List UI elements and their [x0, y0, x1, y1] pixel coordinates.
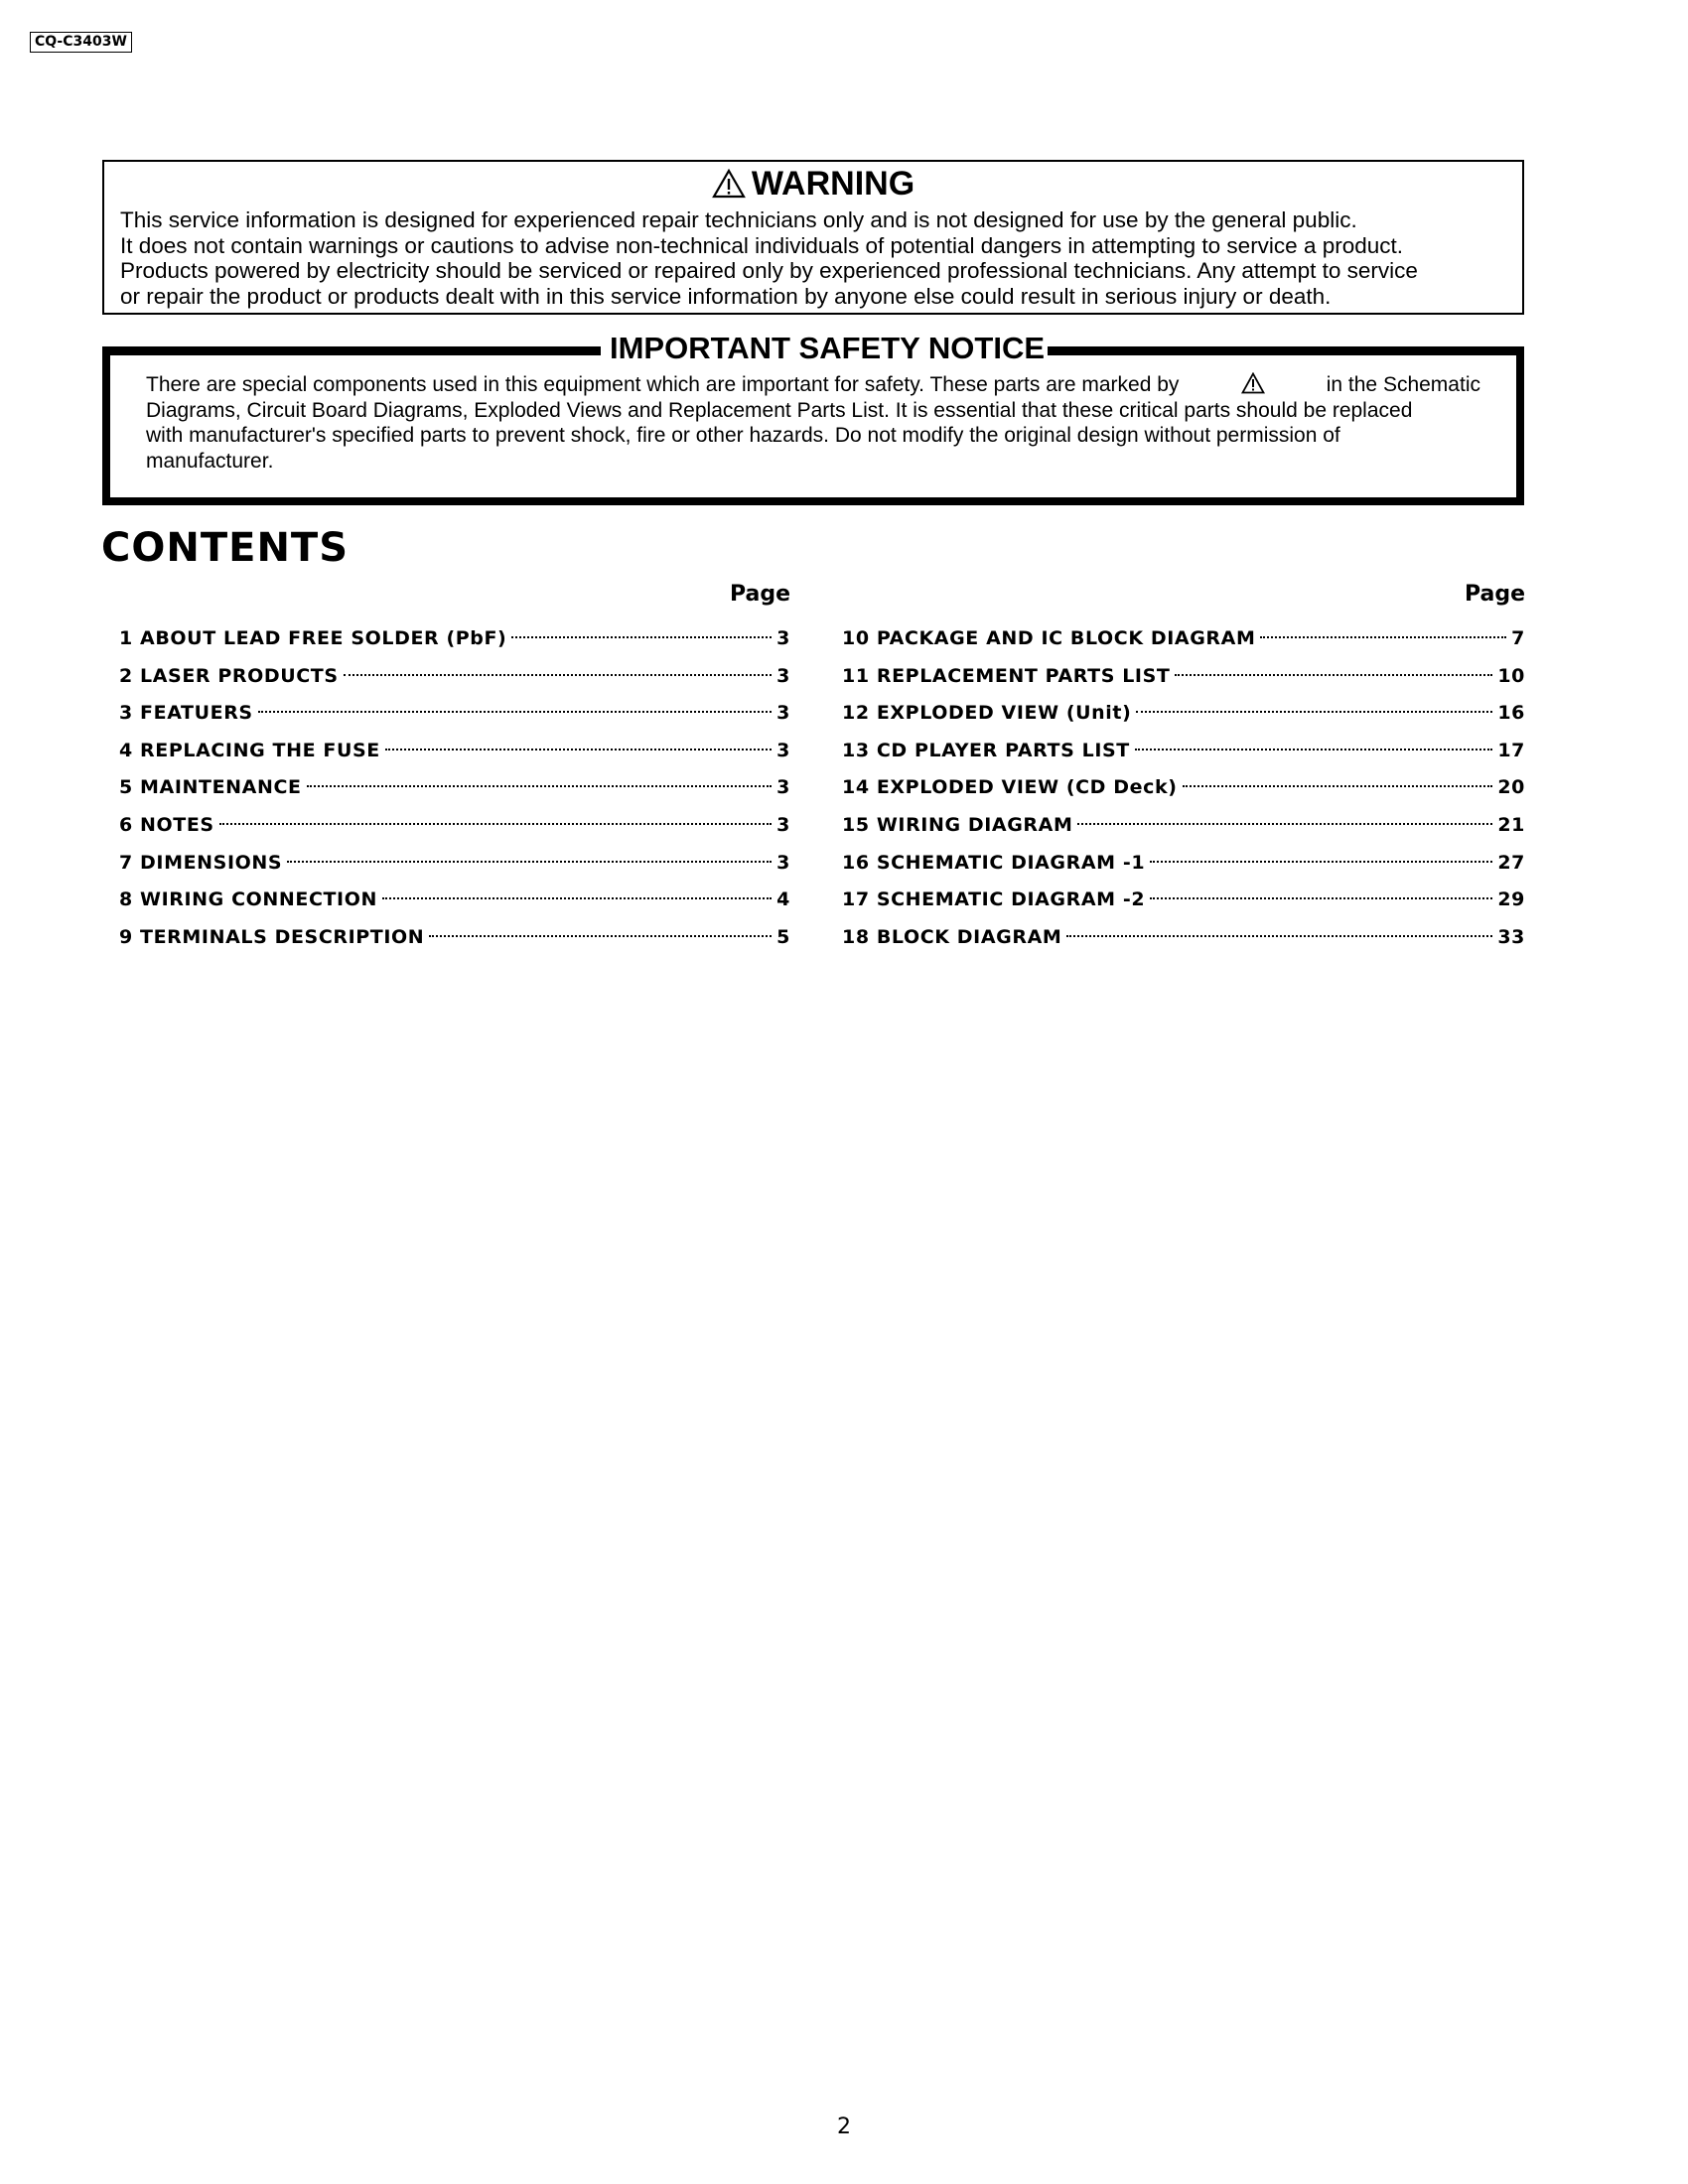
safety-notice-title: IMPORTANT SAFETY NOTICE — [609, 331, 1046, 365]
toc-dot-leader — [1077, 823, 1492, 825]
toc-entry[interactable] — [119, 812, 790, 850]
toc-entry-page: 3 — [776, 851, 790, 874]
warning-triangle-icon — [712, 169, 746, 199]
toc-entry-title: 4 REPLACING THE FUSE — [119, 739, 380, 761]
toc-entry[interactable] — [842, 663, 1525, 701]
toc-entry-title: 8 WIRING CONNECTION — [119, 888, 377, 911]
safety-line — [146, 372, 1480, 398]
toc-entry-page: 17 — [1497, 739, 1525, 761]
toc-entry-title: 17 SCHEMATIC DIAGRAM -2 — [842, 888, 1146, 911]
toc-entry[interactable] — [119, 700, 790, 738]
toc-entry-title: 16 SCHEMATIC DIAGRAM -1 — [842, 851, 1146, 874]
toc-entry[interactable] — [842, 924, 1525, 962]
toc-dot-leader — [219, 823, 772, 825]
toc-entry-title: 6 NOTES — [119, 813, 214, 836]
toc-dot-leader — [307, 785, 773, 787]
toc-entry-page: 3 — [776, 776, 790, 799]
toc-entry-page: 29 — [1497, 888, 1525, 911]
toc-dot-leader — [1066, 935, 1492, 937]
toc-entry[interactable] — [119, 887, 790, 924]
toc-entry-title: 9 TERMINALS DESCRIPTION — [119, 925, 425, 948]
toc-dot-leader — [1150, 861, 1492, 863]
toc-entry[interactable] — [119, 625, 790, 663]
toc-dot-leader — [1150, 897, 1492, 899]
toc-entry-title: 15 WIRING DIAGRAM — [842, 813, 1073, 836]
toc-entry-title: 5 MAINTENANCE — [119, 776, 302, 799]
toc-entry-title: 7 DIMENSIONS — [119, 851, 283, 874]
toc-entry-page: 21 — [1497, 813, 1525, 836]
page-column-header: Page — [1464, 582, 1525, 607]
warning-title-text: WARNING — [751, 165, 915, 203]
toc-entry-page: 3 — [776, 702, 790, 725]
toc-dot-leader — [1136, 711, 1492, 713]
toc-dot-leader — [287, 861, 772, 863]
contents-heading: CONTENTS — [101, 525, 350, 571]
safety-line — [146, 398, 1480, 424]
warning-box — [102, 160, 1524, 315]
toc-dot-leader — [382, 897, 772, 899]
safety-notice-text — [146, 372, 1480, 474]
safety-notice-box — [102, 331, 1524, 505]
toc-entry-page: 3 — [776, 627, 790, 649]
toc-entry-page: 27 — [1497, 851, 1525, 874]
toc-entry-title: 14 EXPLODED VIEW (CD Deck) — [842, 776, 1178, 799]
toc-list-right — [842, 625, 1525, 961]
toc-entry-title: 1 ABOUT LEAD FREE SOLDER (PbF) — [119, 627, 507, 649]
toc-dot-leader — [1135, 749, 1493, 751]
toc-dot-leader — [429, 935, 772, 937]
safety-line-part: in the Schematic — [1326, 373, 1480, 396]
toc-entry[interactable] — [842, 625, 1525, 663]
toc-dot-leader — [1175, 674, 1492, 676]
toc-entry-page: 7 — [1511, 627, 1525, 649]
toc-dot-leader — [344, 674, 773, 676]
toc-entry[interactable] — [119, 663, 790, 701]
toc-entry-title: 3 FEATUERS — [119, 702, 253, 725]
toc-column-right — [842, 580, 1525, 961]
toc-entry[interactable] — [119, 738, 790, 775]
toc-entry-page: 5 — [776, 925, 790, 948]
toc-dot-leader — [1260, 636, 1506, 638]
toc-entry[interactable] — [842, 850, 1525, 887]
toc-entry-title: 11 REPLACEMENT PARTS LIST — [842, 664, 1171, 687]
toc-entry-page: 20 — [1497, 776, 1525, 799]
toc-entry-page: 3 — [776, 664, 790, 687]
toc-entry-title: 13 CD PLAYER PARTS LIST — [842, 739, 1130, 761]
page-number: 2 — [837, 2115, 851, 2139]
model-number-tag: CQ-C3403W — [30, 32, 132, 53]
toc-entry-title: 18 BLOCK DIAGRAM — [842, 925, 1062, 948]
toc-entry[interactable] — [842, 700, 1525, 738]
toc-entry[interactable] — [842, 738, 1525, 775]
toc-dot-leader — [385, 749, 772, 751]
safety-line — [146, 423, 1480, 449]
page-column-header: Page — [729, 582, 790, 607]
toc-entry[interactable] — [119, 924, 790, 962]
toc-list-left — [119, 625, 790, 961]
toc-entry[interactable] — [842, 812, 1525, 850]
warning-line: Products powered by electricity should be serviced or repaired only by experienced professional technicians. Any attempt to service — [120, 258, 1418, 283]
toc-entry-title: 10 PACKAGE AND IC BLOCK DIAGRAM — [842, 627, 1256, 649]
toc-entry-page: 10 — [1497, 664, 1525, 687]
warning-line: This service information is designed for experienced repair technicians only and is not designed for use by the general public. — [120, 207, 1357, 232]
safety-line-part: There are special components used in this equipment which are important for safety. These parts are marked by — [146, 373, 1180, 396]
toc-entry[interactable] — [842, 774, 1525, 812]
warning-line: or repair the product or products dealt with in this service information by anyone else could result in serious injury or death. — [120, 283, 1332, 309]
warning-title — [104, 164, 1522, 204]
toc-dot-leader — [1183, 785, 1493, 787]
safety-line: manufacturer. — [146, 449, 274, 473]
toc-entry[interactable] — [842, 887, 1525, 924]
toc-dot-leader — [258, 711, 772, 713]
safety-border-top-right — [1048, 346, 1524, 355]
toc-column-left — [119, 580, 790, 961]
safety-line-text: with manufacturer's specified parts to prevent shock, fire or other hazards. Do not modify the original design without permission of — [146, 424, 1340, 447]
safety-triangle-icon — [1241, 372, 1265, 398]
warning-text — [120, 207, 1510, 309]
toc-dot-leader — [511, 636, 772, 638]
toc-entry-title: 2 LASER PRODUCTS — [119, 664, 339, 687]
toc-entry-page: 33 — [1497, 925, 1525, 948]
toc-entry-page: 16 — [1497, 702, 1525, 725]
safety-border-top-left — [102, 346, 601, 355]
safety-line-text: Diagrams, Circuit Board Diagrams, Exploded Views and Replacement Parts List. It is essential that these critical parts should be replaced — [146, 398, 1413, 422]
toc-entry-title: 12 EXPLODED VIEW (Unit) — [842, 702, 1132, 725]
toc-entry[interactable] — [119, 774, 790, 812]
toc-entry[interactable] — [119, 850, 790, 887]
warning-line: It does not contain warnings or cautions to advise non-technical individuals of potential dangers in attempting to service a product. — [120, 232, 1404, 258]
toc-entry-page: 4 — [776, 888, 790, 911]
toc-entry-page: 3 — [776, 813, 790, 836]
toc-entry-page: 3 — [776, 739, 790, 761]
